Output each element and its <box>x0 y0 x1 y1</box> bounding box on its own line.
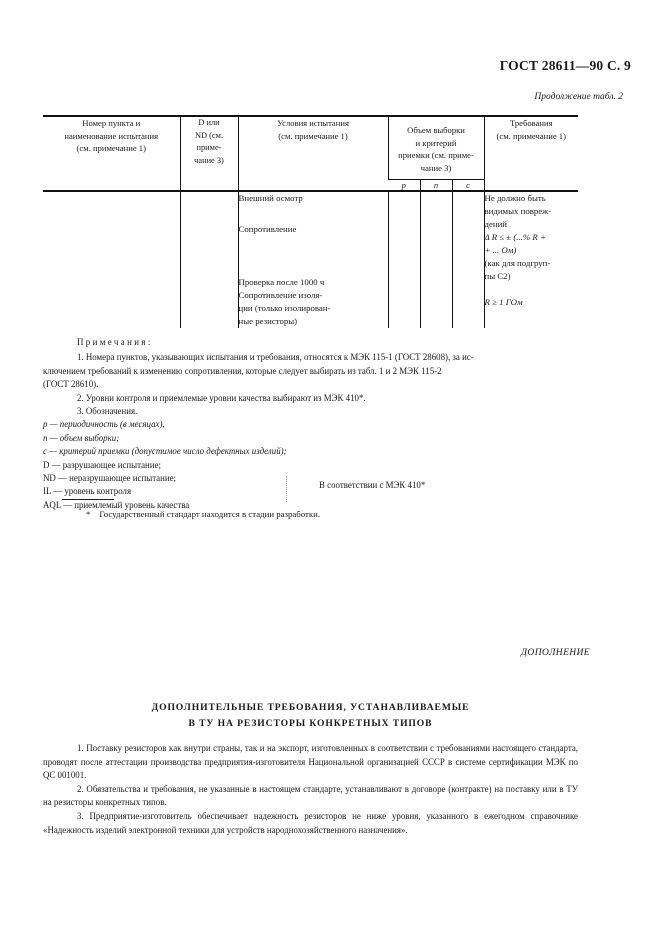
addendum-title <box>43 700 578 732</box>
note-1-line-2: ключением требований к изменению сопротивления, которые следует выбирать из табл. 1 и 2 МЭК 115-2 <box>43 365 442 376</box>
col-header-sampling: Объем выборки и критерий приемки (см. приме- чание 3) <box>388 116 484 180</box>
col-header-conditions: Условия испытания (см. примечание 1) <box>238 116 388 191</box>
condition-insulation-resistance-l1: Сопротивление изоля- <box>238 290 323 300</box>
page-title: ГОСТ 28611—90 С. 9 <box>499 58 631 73</box>
requirements-table-wrapper <box>43 115 578 328</box>
note-3: 3. Обозначения. <box>77 406 138 417</box>
cell-conditions <box>238 191 388 328</box>
condition-insulation-resistance-l3: ные резисторы) <box>238 316 298 326</box>
footnote <box>86 508 320 521</box>
addendum-title-line-2: В ТУ НА РЕЗИСТОРЫ КОНКРЕТНЫХ ТИПОВ <box>188 718 433 729</box>
requirement-delta-r-l2: + ... Ом) <box>484 245 517 255</box>
designation-d: D — разрушающее испытание; <box>43 459 161 470</box>
col-subheader-n: n <box>420 180 452 192</box>
col-header-dnd: D или ND (см. приме- чание 3) <box>180 116 238 191</box>
designation-aql: AQL — приемлемый уровень качества <box>43 499 190 510</box>
designation-c: c — критерий приемки (допустимое число дефектных изделий); <box>43 446 287 457</box>
condition-insulation-resistance-l2: ции (только изолирован- <box>238 303 331 313</box>
requirement-subgroup-l2: пы С2) <box>484 271 511 281</box>
note-2: 2. Уровни контроля и приемлемые уровни качества выбирают из МЭК 410*. <box>77 392 366 403</box>
requirements-table <box>43 115 578 328</box>
designations-list <box>43 418 578 512</box>
cell-n <box>420 191 452 328</box>
col-subheader-c: c <box>452 180 484 192</box>
footnote-divider <box>62 499 114 500</box>
table-row <box>43 191 578 328</box>
notes-title: Примечания: <box>77 337 153 347</box>
designation-brace-group <box>286 476 576 504</box>
col-subheader-p: p <box>401 180 406 190</box>
col-header-requirements: Требования (см. примечание 1) <box>484 116 578 191</box>
cell-p <box>388 191 420 328</box>
requirement-delta-r-l1: Δ R ≤ ± (...% R + <box>484 232 546 242</box>
cell-requirements <box>484 191 578 328</box>
cell-item <box>43 191 180 328</box>
designation-brace-text: В соответствии с МЭК 410* <box>319 480 426 491</box>
requirement-no-damage-l1: Не должно быть <box>484 193 546 203</box>
condition-resistance: Сопротивление <box>238 224 297 234</box>
requirement-subgroup-l1: (как для подгруп- <box>484 258 551 268</box>
notes-section <box>43 336 578 512</box>
cell-dnd <box>180 191 238 328</box>
addendum-title-line-1: ДОПОЛНИТЕЛЬНЫЕ ТРЕБОВАНИЯ, УСТАНАВЛИВАЕМЫЕ <box>151 702 470 713</box>
cell-c <box>452 191 484 328</box>
requirement-insulation-value: R ≥ 1 ГОм <box>484 297 523 307</box>
designation-il: IL — уровень контроля <box>43 486 132 497</box>
addendum-paragraph-1: 1. Поставку резисторов как внутри страны, так и на экспорт, изготовленных в соответствии с требованиями настоящего стандарта, проводят после аттестации производства предприятия-изготовителя Национальной организацией СССР в системе сертификации МЭК по QC 001001. <box>43 743 578 781</box>
brace-icon <box>286 476 289 502</box>
addendum-paragraph-2: 2. Обязательства и требования, не указанные в настоящем стандарте, устанавливают в договоре (контракте) на поставку или в ТУ на резисторы конкретных типов. <box>43 783 578 808</box>
col-header-item: Номер пункта и наименование испытания (см. примечание 1) <box>43 116 180 191</box>
designation-p: p — периодичность (в месяцах), <box>43 419 165 430</box>
table-continuation-label: Продолжение табл. 2 <box>534 92 623 102</box>
table-header-row-1 <box>43 116 578 180</box>
footnote-text: Государственный стандарт находится в стадии разработки. <box>99 509 321 519</box>
addendum-paragraph-3: 3. Предприятие-изготовитель обеспечивает надежность резисторов не ниже уровня, указанного в ежегодном справочнике «Надежность изделий электронной техники для устройств народнохозяйственного назначения». <box>43 810 578 835</box>
note-1-line-1: 1. Номера пунктов, указывающих испытания и требования, относятся к МЭК 115-1 (ГОСТ 28608), за ис- <box>77 352 474 363</box>
addendum-body <box>43 742 578 837</box>
requirement-no-damage-l2: видимых повреж- <box>484 206 552 216</box>
condition-check-1000h: Проверка после 1000 ч <box>238 277 325 287</box>
addendum-label: ДОПОЛНЕНИЕ <box>520 648 590 658</box>
footnote-marker: * <box>86 509 91 519</box>
designation-n: n — объем выборки; <box>43 432 120 443</box>
requirement-no-damage-l3: дений <box>484 219 508 229</box>
note-1-line-3: (ГОСТ 28610). <box>43 379 99 390</box>
condition-visual-inspection: Внешний осмотр <box>238 193 303 203</box>
designation-nd: ND — неразрушающее испытание; <box>43 473 177 484</box>
